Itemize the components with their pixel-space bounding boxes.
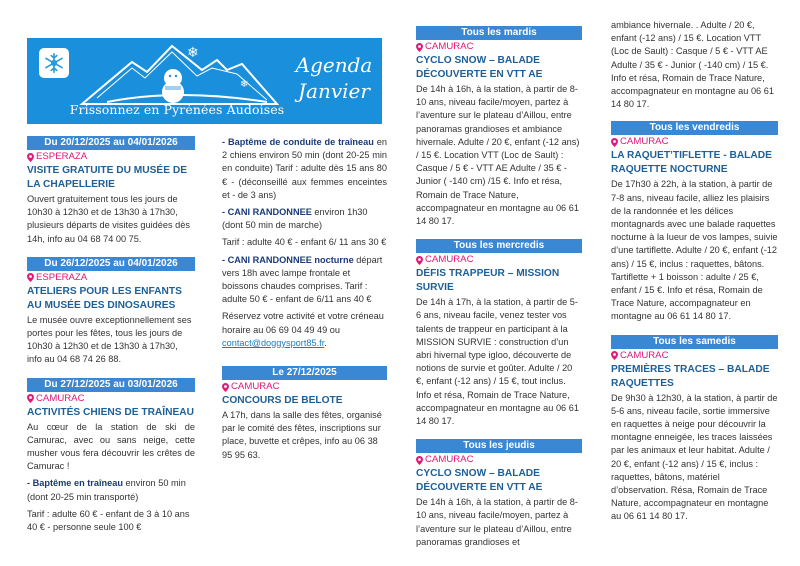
event-description: De 14h à 16h, à la station, à partir de 8-10 ans, niveau facile/moyen, partez à l’aventure sur le plateau d’Aillou, entre panoramas grandioses et ambiance hivernale. Adulte / 20 €, enfant (-12 ans) / 15 €. Location VTT (Loc de Sault) : Casque / 5 € - VTT AE Adulte / 35 € - Junior ( -140 cm) /15 €. Info et résa, Romain de Trace Nature, accompagnateur en montagne au 06 61 14 80 17. [416,84,580,227]
map-pin-icon [27,394,34,403]
event-location-label: CAMURAC [231,381,280,393]
event-location [222,381,387,393]
event-title: PREMIÈRES TRACES – BALADE RAQUETTES [611,363,770,389]
option-text: Tarif : adulte 60 € - enfant de 3 à 10 ans 40 € - personne seule 100 € [27,508,190,533]
option-name: - Baptême en traîneau [27,478,123,489]
agenda-title [289,52,379,104]
header-banner [27,38,382,124]
event-cyclo-snow-mardis [416,26,582,228]
map-pin-icon [27,273,34,282]
event-description: Le musée ouvre exceptionnellement ses portes pour les fêtes, tous les jours de 10h30 à 12h30 et de 13h30 à 17h30, info au 04 68 74 26 88. [27,314,192,365]
event-description: Au cœur de la station de ski de Camurac, avec ou sans neige, cette musher vous fera découvrir les crêtes de Camurac ! [27,421,195,472]
event-title: ATELIERS POUR LES ENFANTS AU MUSÉE DES DINOSAURES [27,285,182,311]
option-text: en 2 chiens environ 50 min (dont 20-25 min en conduite) Tarif : adulte dès 15 ans 80 € - (déconseillé aux femmes enceintes et - de 3 ans) [222,137,388,200]
event-location-label: CAMURAC [620,136,669,148]
event-option-tarif [27,508,195,534]
event-location-label: ESPERAZA [36,151,88,162]
contact-suffix: . [324,337,327,348]
event-option-bapteme [27,477,195,503]
map-pin-icon [611,138,618,147]
event-location [27,393,195,405]
event-premieres-traces [611,335,778,524]
event-date: Tous les mardis [416,26,582,40]
event-location [611,350,778,362]
event-date: Le 27/12/2025 [222,366,387,380]
event-title: CYCLO SNOW – BALADE DÉCOUVERTE EN VTT AE [416,468,543,494]
map-pin-icon [416,43,423,52]
column-2 [222,136,387,473]
option-text: environ 50 min (dont 20-25 min transporté) [27,478,186,502]
option-cani-nocturne [222,254,387,307]
option-text: Tarif : adulte 40 € - enfant 6/ 11 ans 30 € [222,237,387,248]
option-name: - CANI RANDONNEE [222,207,312,218]
event-title: CYCLO SNOW – BALADE DÉCOUVERTE EN VTT AE [416,55,543,80]
event-defis-trappeur [416,239,582,428]
event-location [416,254,582,266]
map-pin-icon [611,351,618,360]
event-location-label: CAMURAC [425,454,474,466]
event-location-label: CAMURAC [36,392,85,404]
continuation-text: ambiance hivernale. . Adulte / 20 €, enfant (-12 ans) / 15 €. Location VTT (Loc de Sault) : Casque / 5 € - VTT AE Adulte / 35 € - Junior ( -140 cm) / 15 €. Info et résa, Romain de Trace Nature, accompagnateur en montagne au 06 61 14 80 17. [611,20,774,110]
agenda-title-line2: Janvier [298,79,370,103]
event-title: DÉFIS TRAPPEUR – MISSION SURVIE [416,268,560,294]
event-date: Tous les samedis [611,335,778,349]
event-date: Du 20/12/2025 au 04/01/2026 [27,136,195,150]
event-description: De 14h à 17h, à la station, à partir de 5-6 ans, niveau facile, venez tester vos talents de trappeur en participant à la MISSION SURVIE : construction d’un abri hivernal type igloo, découverte de notions de survie et goûter. Adulte / 20 €, enfant (-12 ans) / 15 €, tout inclus. Info et résa, Romain de Trace Nature, accompagnateur en montagne au 06 61 14 80 17. [416,297,579,427]
event-date: Tous les mercredis [416,239,582,253]
event-date: Tous les vendredis [611,121,778,135]
option-name: - CANI RANDONNEE nocturne [222,254,354,265]
event-concours-belote [222,366,387,462]
snowflake-icon [43,52,65,74]
event-raquettiflette [611,121,778,323]
event-location-label: CAMURAC [425,254,474,266]
brand-name: Frissonnez en Pyrénées Audoises [69,102,285,117]
event-location-label: CAMURAC [620,349,669,361]
option-cani-tarif [222,236,387,249]
event-location-label: CAMURAC [425,41,474,52]
event-location [611,136,778,148]
snowflake-decoration-small-icon: ❄ [240,79,249,90]
event-musee-chapellerie [27,136,195,246]
event-description: De 9h30 à 12h30, à la station, à partir de 5-6 ans, niveau facile, sortie immersive en raquettes à neige pour découvrir la montagne enneigée, les traces laissées par les animaux et leur habitat. Adulte / 20 €, enfant (-12 ans) / 15 €, inclus : raquettes, bâtons, matériel d’observation. Résa, Romain de Trace Nature, accompagnateur en montagne au 06 61 14 80 17. [611,392,778,522]
option-cani-randonnee [222,206,387,232]
map-pin-icon [416,256,423,265]
column-1 [27,136,195,545]
event-date: Tous les jeudis [416,439,582,453]
event-title: VISITE GRATUITE DU MUSÉE DE LA CHAPELLERIE [27,165,187,190]
option-name: - Baptême de conduite de traîneau [222,137,374,147]
column-4 [611,18,778,535]
event-location [27,272,195,284]
column-3 [416,26,582,560]
option-reservation [222,310,387,350]
snowflake-decoration-icon: ❄ [187,44,199,60]
event-location [416,41,582,53]
event-location-label: ESPERAZA [36,271,88,283]
event-location [416,454,582,466]
event-chiens-traineau [27,378,195,535]
agenda-title-line1: Agenda [295,53,373,77]
option-conduite-traineau [222,136,387,202]
event-description: Ouvert gratuitement tous les jours de 10h30 à 12h30 et de 13h30 à 17h30, plusieurs départs de visites guidées dès 14h, info au 04 68 74 00 75. [27,194,190,244]
snowflake-badge [39,48,69,78]
event-title: ACTIVITÉS CHIENS DE TRAÎNEAU [27,406,194,418]
event-description: De 14h à 16h, à la station, à partir de 8-10 ans, niveau facile/moyen, partez à l’aventure sur le plateau d’Aillou, entre panoramas grandioses et [416,497,578,547]
event-date: Du 27/12/2025 au 03/01/2026 [27,378,195,392]
option-text: Réservez votre activité et votre créneau horaire au 06 69 04 49 49 ou [222,311,384,335]
map-pin-icon [222,383,229,392]
event-title: LA RAQUET’TIFLETTE - BALADE RAQUETTE NOCTURNE [611,150,772,176]
event-title: CONCOURS DE BELOTE [222,395,343,407]
event-description: De 17h30 à 22h, à la station, à partir de 7-8 ans, niveau facile, alliez les plaisirs de la randonnée et les délices montagnards avec une balade raquettes nocturne à la lueur de vos lampes, suivie d’une tartiflette. Adulte / 20 €, enfant (-12 ans) / 15 €, inclus : raquettes, bâtons. Tartiflette + 1 boisson : adulte / 25 €, enfant / 15 €. Info et résa, Romain de Trace Nature, accompagnateur en montagne au 06 61 14 80 17. [611,179,778,322]
event-description: A 17h, dans la salle des fêtes, organisé par le comité des fêtes, inscriptions sur place, buvette et crêpes, info au 06 38 95 95 63. [222,410,382,460]
event-musee-dinosaures [27,257,195,367]
event-location [27,151,195,163]
map-pin-icon [27,153,34,162]
contact-email-link[interactable]: contact@doggysport85.fr [222,337,325,348]
event-date: Du 26/12/2025 au 04/01/2026 [27,257,195,271]
option-text: environ 1h30 (dont 50 min de marche) [222,207,368,231]
option-text: départ vers 18h avec lampe frontale et boissons chaudes comprises. Tarif : adulte 50 € - enfant de 6/11 ans 40 € [222,254,383,305]
map-pin-icon [416,456,423,465]
event-cyclo-snow-jeudis [416,439,582,549]
